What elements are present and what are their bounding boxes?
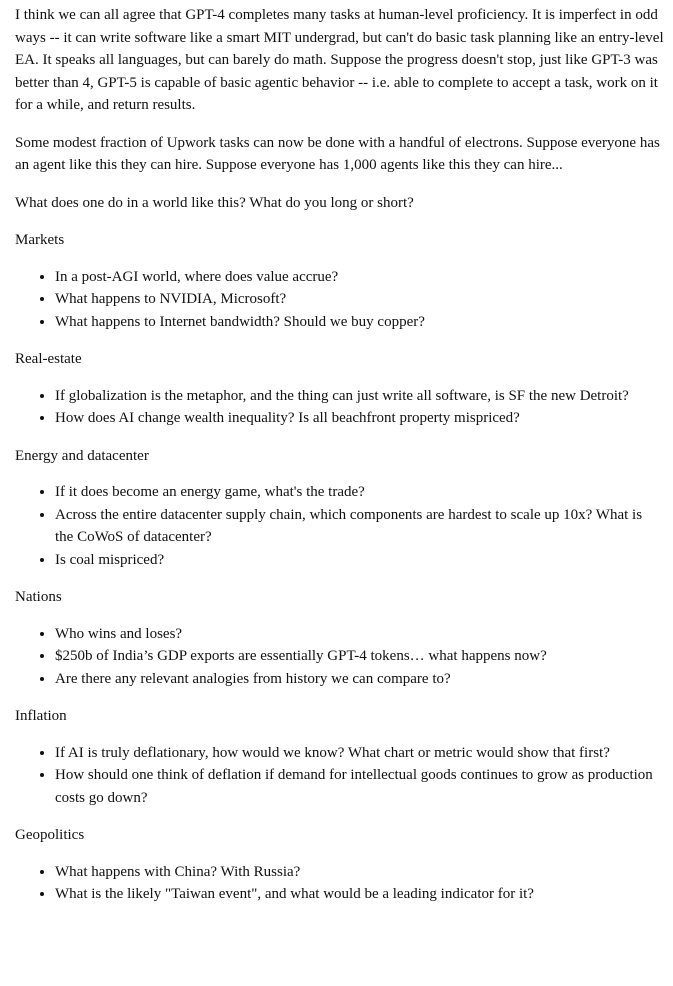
list-item: • Is coal mispriced? xyxy=(55,549,664,572)
list-item: • If it does become an energy game, what's the trade? xyxy=(55,481,664,504)
list-item: • If globalization is the metaphor, and the thing can just write all software, is SF the new Detroit? xyxy=(55,385,664,408)
intro-paragraph-2: Some modest fraction of Upwork tasks can now be done with a handful of electrons. Suppose everyone has an agent like this they can hire. Suppose everyone has 1,000 agents like this they can hire... xyxy=(15,134,660,173)
list-item: • What happens with China? With Russia? xyxy=(55,861,664,884)
list-item: • If AI is truly deflationary, how would we know? What chart or metric would show that first? xyxy=(55,742,664,765)
section-heading-nations: Nations xyxy=(15,589,62,605)
list-item: • Who wins and loses? xyxy=(55,623,664,646)
section-list-geopolitics xyxy=(15,861,664,906)
section-list-markets xyxy=(15,266,664,334)
section-heading-inflation: Inflation xyxy=(15,708,67,724)
list-item: • How should one think of deflation if demand for intellectual goods continues to grow as production costs go down? xyxy=(55,764,664,809)
section-heading-geopolitics: Geopolitics xyxy=(15,827,85,843)
section-list-nations xyxy=(15,623,664,691)
list-item: • Across the entire datacenter supply chain, which components are hardest to scale up 10x? What is the CoWoS of datacenter? xyxy=(55,504,664,549)
list-item: • $250b of India’s GDP exports are essentially GPT-4 tokens… what happens now? xyxy=(55,645,664,668)
list-item: • What is the likely "Taiwan event", and what would be a leading indicator for it? xyxy=(55,883,664,906)
section-heading-real-estate: Real-estate xyxy=(15,351,82,367)
intro-paragraph-1: I think we can all agree that GPT-4 completes many tasks at human-level proficiency. It is imperfect in odd ways -- it can write software like a smart MIT undergrad, but can't do basic task planning like an entry-level EA. It speaks all languages, but can barely do math. Suppose the progress doesn't stop, just like GPT-3 was better than 4, GPT-5 is capable of basic agentic behavior -- i.e. able to complete to accept a task, work on it for a while, and return results. xyxy=(15,7,664,113)
section-list-real-estate xyxy=(15,385,664,430)
section-heading-markets: Markets xyxy=(15,232,65,248)
section-heading-energy: Energy and datacenter xyxy=(15,447,149,464)
list-item: • In a post-AGI world, where does value accrue? xyxy=(55,266,664,289)
section-list-inflation xyxy=(15,742,664,810)
section-list-energy xyxy=(15,481,664,571)
list-item: • What happens to NVIDIA, Microsoft? xyxy=(55,288,664,311)
intro-paragraph-3: What does one do in a world like this? What do you long or short? xyxy=(15,194,414,211)
list-item: • How does AI change wealth inequality? Is all beachfront property mispriced? xyxy=(55,407,664,430)
list-item: • Are there any relevant analogies from history we can compare to? xyxy=(55,668,664,691)
list-item: • What happens to Internet bandwidth? Should we buy copper? xyxy=(55,311,664,334)
